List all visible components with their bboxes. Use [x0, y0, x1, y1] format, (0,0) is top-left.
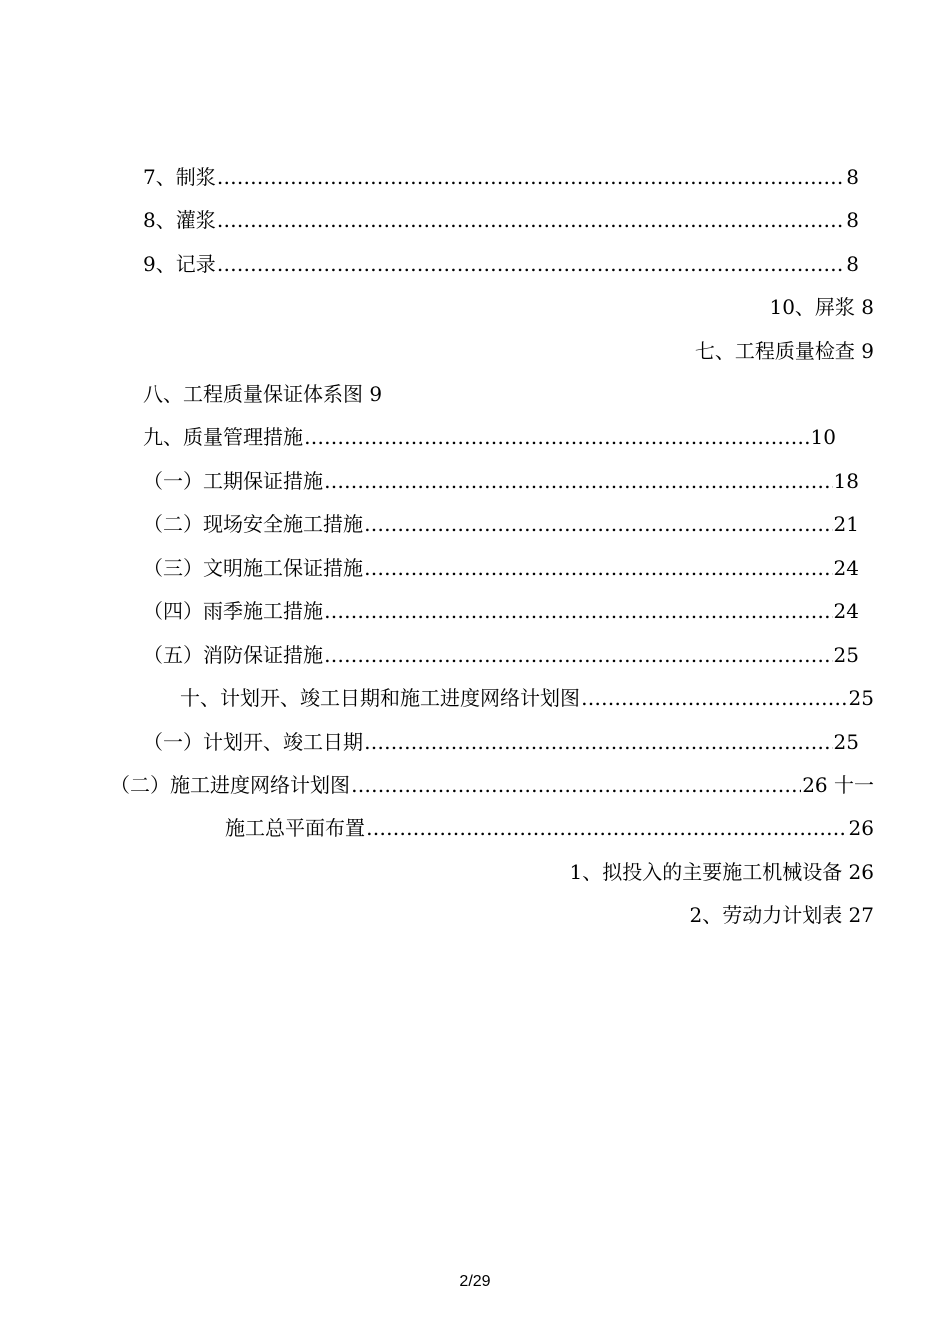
- toc-entry: [143, 249, 859, 279]
- toc-entry: [143, 596, 859, 626]
- toc-entry-page: 26: [848, 816, 874, 840]
- toc-entry-page: 25: [848, 686, 874, 710]
- page-number-footer: 2/29: [459, 1273, 491, 1290]
- toc-dot-leader: [364, 553, 833, 583]
- toc-dot-leader: [351, 770, 801, 800]
- toc-entry: [500, 336, 874, 366]
- toc-entry: [110, 770, 874, 800]
- toc-entry-label: 施工总平面布置: [225, 816, 365, 840]
- toc-dot-leader: [364, 509, 833, 539]
- toc-entry: [500, 292, 874, 322]
- toc-entry-label: 十、计划开、竣工日期和施工进度网络计划图: [180, 686, 580, 710]
- toc-dot-leader: [581, 683, 848, 713]
- toc-entry-text: 10、屏浆 8: [769, 295, 874, 319]
- toc-dot-leader: [304, 422, 810, 452]
- toc-dot-leader: [364, 727, 833, 757]
- toc-entry: [180, 683, 874, 713]
- toc-entry-label: （四）雨季施工措施: [143, 599, 323, 623]
- toc-dot-leader: [324, 640, 833, 670]
- toc-entry-label: （一）工期保证措施: [143, 469, 323, 493]
- toc-entry-page: 26 十一: [802, 773, 874, 797]
- toc-entry: [143, 466, 859, 496]
- toc-entry: [143, 422, 836, 452]
- toc-entry-page: 10: [810, 425, 836, 449]
- toc-entry-label: 8、灌浆: [143, 208, 216, 232]
- toc-dot-leader: [324, 596, 833, 626]
- toc-entry-text: 1、拟投入的主要施工机械设备 26: [569, 860, 874, 884]
- toc-entry-page: 25: [833, 730, 859, 754]
- toc-entry-page: 8: [846, 252, 859, 276]
- toc-entry: [143, 727, 859, 757]
- toc-entry-label: （二）施工进度网络计划图: [110, 773, 350, 797]
- toc-entry: [143, 553, 859, 583]
- toc-dot-leader: [324, 466, 833, 496]
- toc-entry-page: 8: [846, 208, 859, 232]
- toc-entry-page: 24: [833, 599, 859, 623]
- toc-dot-leader: [217, 249, 846, 279]
- toc-entry-page: 24: [833, 556, 859, 580]
- toc-entry-label: 九、质量管理措施: [143, 425, 303, 449]
- toc-dot-leader: [366, 813, 848, 843]
- toc-entry-page: 18: [833, 469, 859, 493]
- toc-entry: [143, 379, 543, 409]
- toc-entry-page: 21: [833, 512, 859, 536]
- toc-entry: [400, 857, 874, 887]
- toc-entry-page: 8: [846, 165, 859, 189]
- toc-entry-label: （二）现场安全施工措施: [143, 512, 363, 536]
- toc-entry: [225, 813, 874, 843]
- toc-entry: [143, 509, 859, 539]
- toc-dot-leader: [217, 162, 846, 192]
- toc-entry: [143, 205, 859, 235]
- toc-entry: [143, 162, 859, 192]
- toc-entry-text: 八、工程质量保证体系图 9: [143, 382, 383, 406]
- toc-entry: [143, 640, 859, 670]
- toc-entry-page: 25: [833, 643, 859, 667]
- toc-dot-leader: [217, 205, 846, 235]
- toc-entry-label: （一）计划开、竣工日期: [143, 730, 363, 754]
- toc-entry-label: （三）文明施工保证措施: [143, 556, 363, 580]
- toc-entry-text: 2、劳动力计划表 27: [689, 903, 874, 927]
- toc-entry-text: 七、工程质量检查 9: [694, 339, 874, 363]
- toc-entry-label: （五）消防保证措施: [143, 643, 323, 667]
- toc-entry: [400, 900, 874, 930]
- toc-entry-label: 7、制浆: [143, 165, 216, 189]
- toc-entry-label: 9、记录: [143, 252, 216, 276]
